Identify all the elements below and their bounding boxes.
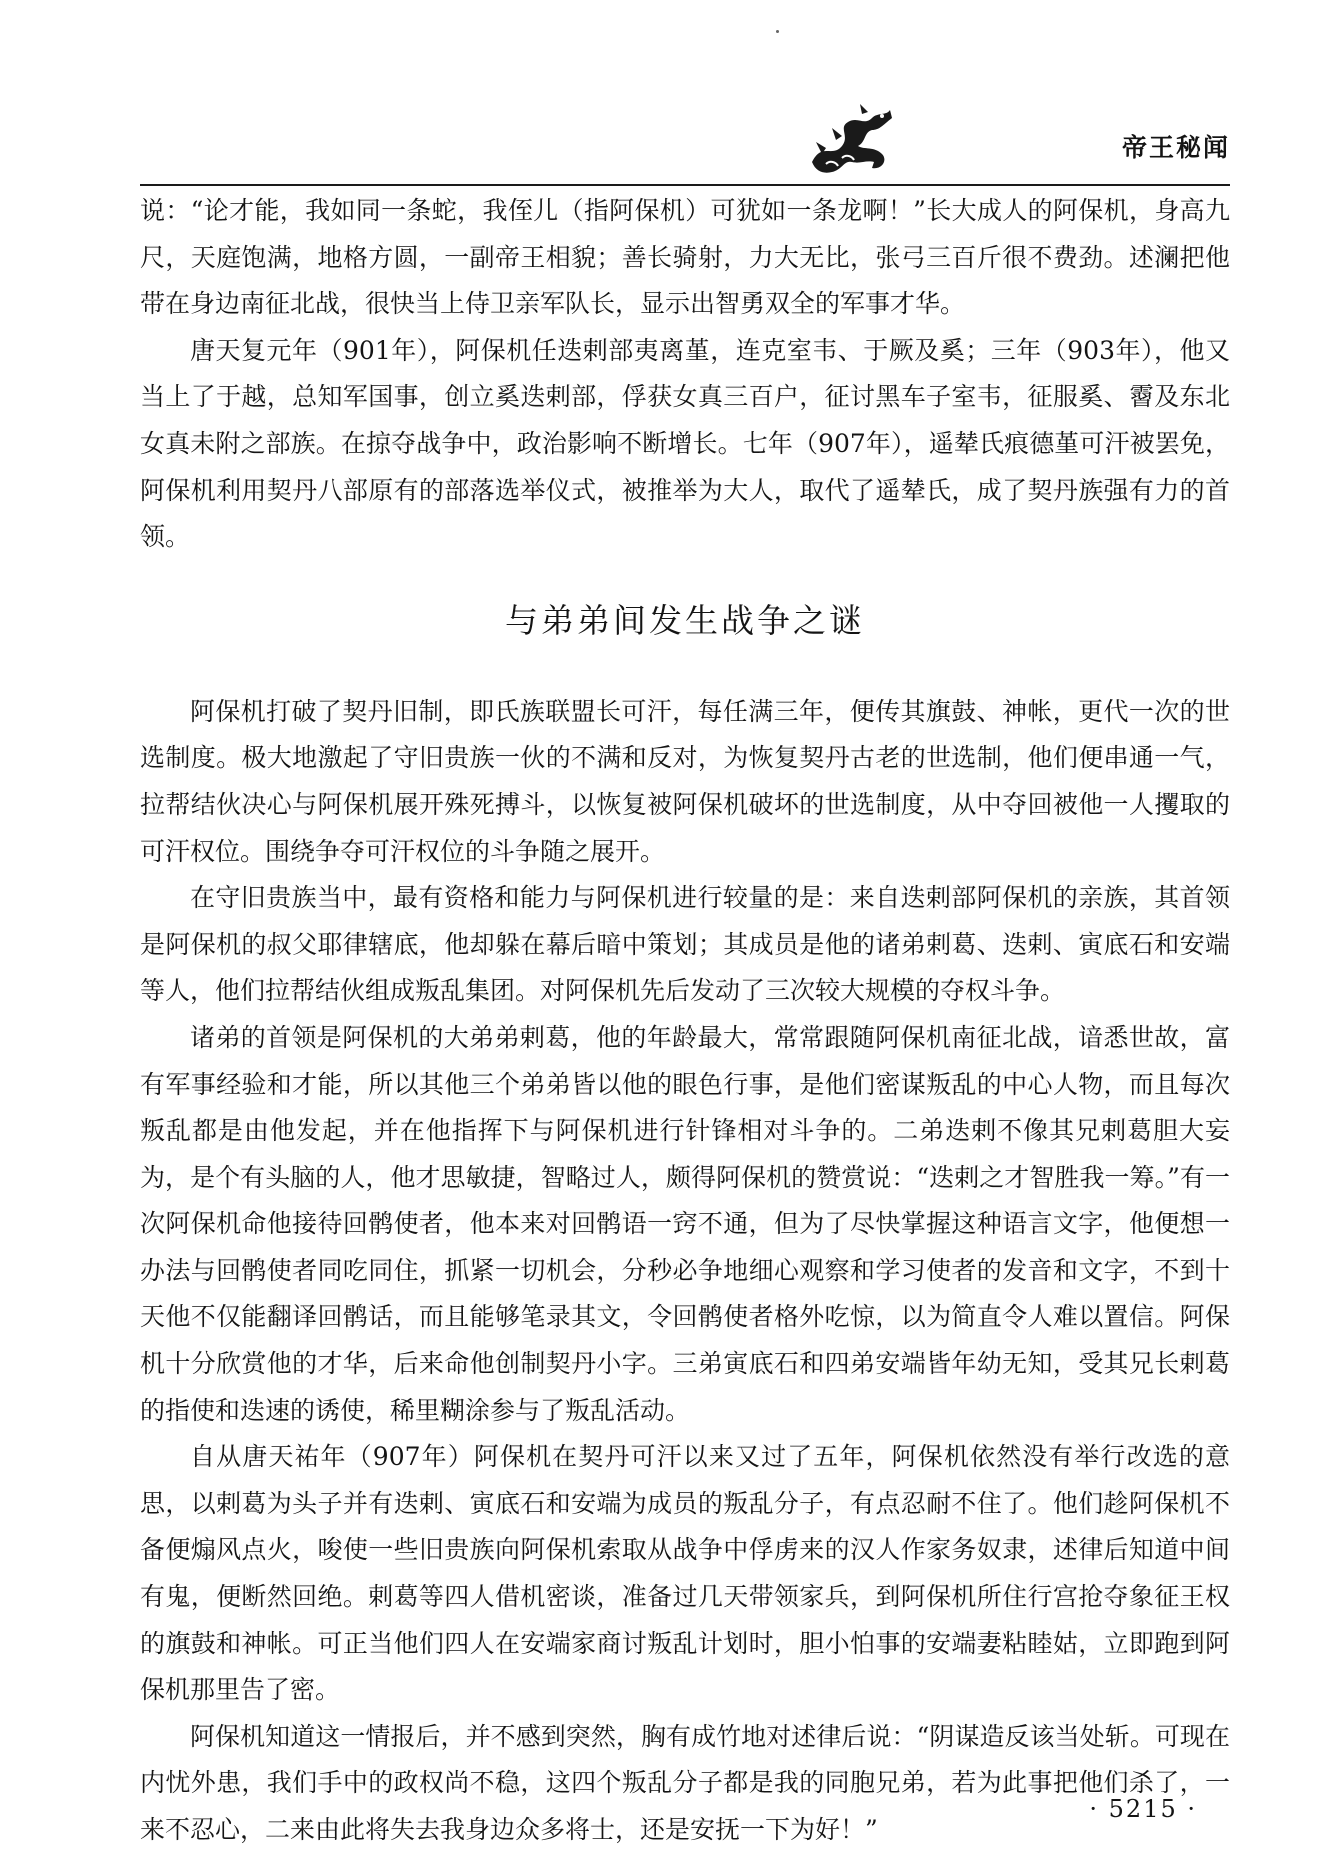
- section-title: 与弟弟间发生战争之谜: [505, 600, 865, 640]
- running-header: [140, 102, 1230, 188]
- paragraph: 自从唐天祐年（907年）阿保机在契丹可汗以来又过了五年，阿保机依然没有举行改选的意思，以剌葛为头子并有迭剌、寅底石和安端为成员的叛乱分子，有点忍耐不住了。他们趁阿保机不备便煽风点火，唆使一些旧贵族向阿保机索取从战争中俘虏来的汉人作家务奴隶，述律后知道中间有鬼，便断然回绝。剌葛等四人借机密谈，准备过几天带领家兵，到阿保机所住行宫抢夺象征王权的旗鼓和神帐。可正当他们四人在安端家商讨叛乱计划时，胆小怕事的安端妻粘睦姑，立即跑到阿保机那里告了密。: [140, 1442, 1230, 1705]
- page-number: · 5215 ·: [1089, 1795, 1197, 1823]
- paragraph: 唐天复元年（901年），阿保机任迭剌部夷离堇，连克室韦、于厥及奚；三年（903年），他又当上了于越，总知军国事，创立奚迭剌部，俘获女真三百户，征讨黑车子室韦，征服奚、霫及东北女真未附之部族。在掠夺战争中，政治影响不断增长。七年（907年），遥辇氏痕德堇可汗被罢免，阿保机利用契丹八部原有的部落选举仪式，被推举为大人，取代了遥辇氏，成了契丹族强有力的首领。: [140, 335, 1230, 552]
- scan-speck: [776, 30, 779, 33]
- dragon-icon: [802, 102, 898, 180]
- header-title: 帝王秘闻: [1121, 133, 1230, 162]
- paragraph: 诸弟的首领是阿保机的大弟弟剌葛，他的年龄最大，常常跟随阿保机南征北战，谙悉世故，富有军事经验和才能，所以其他三个弟弟皆以他的眼色行事，是他们密谋叛乱的中心人物，而且每次叛乱都是由他发起，并在他指挥下与阿保机进行针锋相对斗争的。二弟迭剌不像其兄剌葛胆大妄为，是个有头脑的人，他才思敏捷，智略过人，颇得阿保机的赞赏说：“迭剌之才智胜我一筹。”有一次阿保机命他接待回鹘使者，他本来对回鹘语一窍不通，但为了尽快掌握这种语言文字，他便想一办法与回鹘使者同吃同住，抓紧一切机会，分秒必争地细心观察和学习使者的发音和文字，不到十天他不仅能翻译回鹘话，而且能够笔录其文，令回鹘使者格外吃惊，以为简直令人难以置信。阿保机十分欣赏他的才华，后来命他创制契丹小字。三弟寅底石和四弟安端皆年幼无知，受其兄长剌葛的指使和迭速的诱使，稀里糊涂参与了叛乱活动。: [140, 1022, 1230, 1425]
- paragraph: 在守旧贵族当中，最有资格和能力与阿保机进行较量的是：来自迭剌部阿保机的亲族，其首领是阿保机的叔父耶律辖底，他却躲在幕后暗中策划；其成员是他的诸弟剌葛、迭剌、寅底石和安端等人，他们拉帮结伙组成叛乱集团。对阿保机先后发动了三次较大规模的夺权斗争。: [140, 883, 1230, 1006]
- header-rule: [140, 184, 1230, 186]
- page-body: [140, 188, 1230, 1854]
- paragraph: 阿保机知道这一情报后，并不感到突然，胸有成竹地对述律后说：“阴谋造反该当处斩。可现在内忧外患，我们手中的政权尚不稳，这四个叛乱分子都是我的同胞兄弟，若为此事把他们杀了，一来不忍心，二来由此将失去我身边众多将士，还是安抚一下为好！”: [140, 1721, 1230, 1844]
- paragraph: 说：“论才能，我如同一条蛇，我侄儿（指阿保机）可犹如一条龙啊！”长大成人的阿保机，身高九尺，天庭饱满，地格方圆，一副帝王相貌；善长骑射，力大无比，张弓三百斤很不费劲。述澜把他带在身边南征北战，很快当上侍卫亲军队长，显示出智勇双全的军事才华。: [140, 196, 1230, 319]
- paragraph: 阿保机打破了契丹旧制，即氏族联盟长可汗，每任满三年，便传其旗鼓、神帐，更代一次的世选制度。极大地激起了守旧贵族一伙的不满和反对，为恢复契丹古老的世选制，他们便串通一气，拉帮结伙决心与阿保机展开殊死搏斗，以恢复被阿保机破坏的世选制度，从中夺回被他一人攫取的可汗权位。围绕争夺可汗权位的斗争随之展开。: [140, 696, 1230, 866]
